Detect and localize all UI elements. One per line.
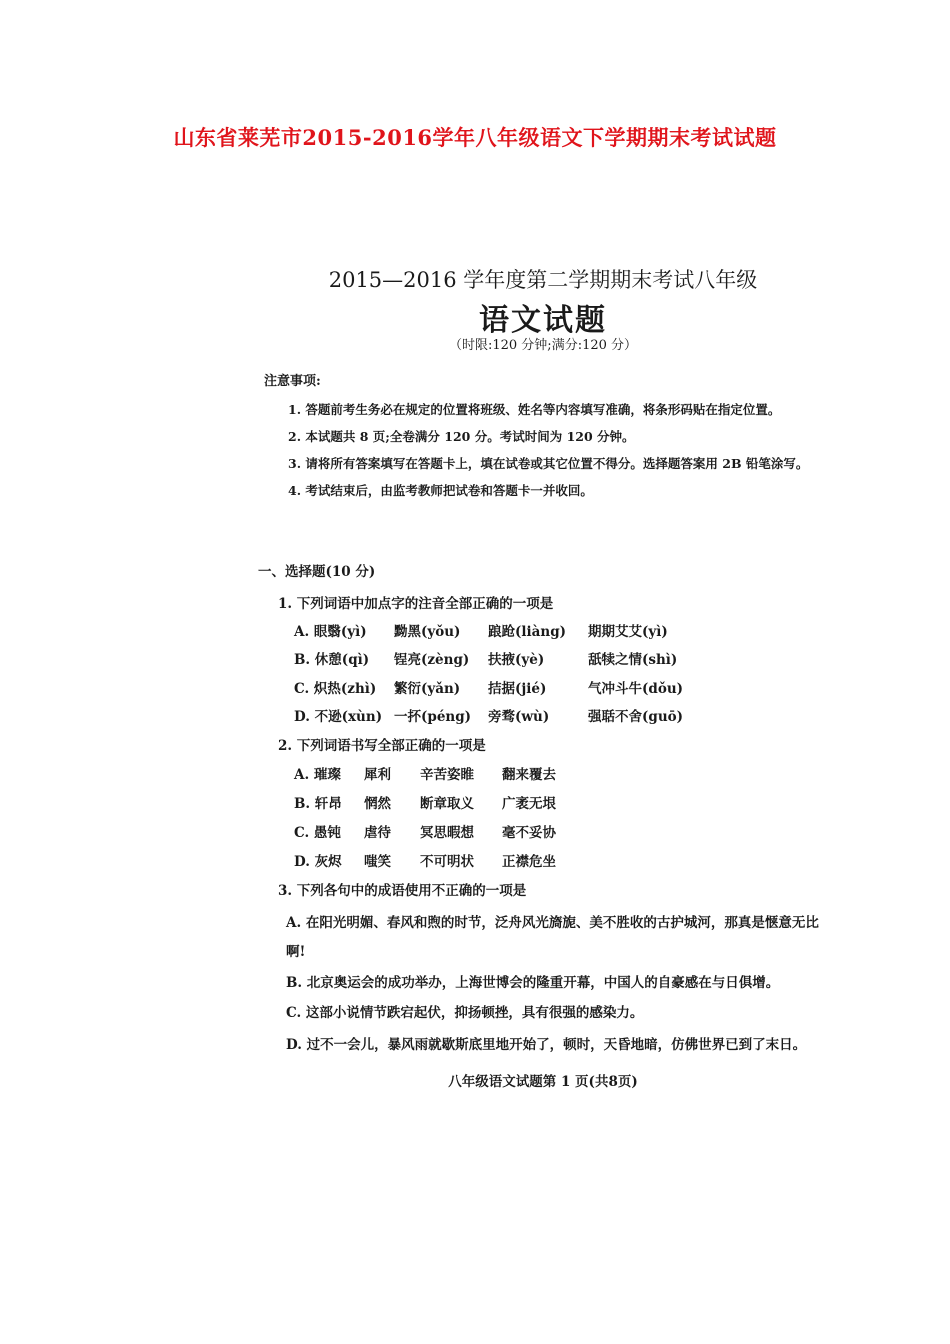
option-cell: 犀利 [364,767,391,783]
notice-item: 1. 答题前考生务必在规定的位置将班级、姓名等内容填写准确，将条形码贴在指定位置。 [288,402,781,417]
option-cell: 黝黑(yǒu) [394,624,461,640]
exam-heading: 2015—2016 学年度第二学期期末考试八年级 [328,268,758,292]
notice-item: 4. 考试结束后，由监考教师把试卷和答题卡一并收回。 [288,483,593,498]
notice-item: 2. 本试题共 8 页;全卷满分 120 分。考试时间为 120 分钟。 [288,429,635,444]
option-cell: 拮据(jié) [488,681,547,697]
option-cell: 毫不妥协 [502,825,556,841]
notice-item: 3. 请将所有答案填写在答题卡上，填在试卷或其它位置不得分。选择题答案用 2B 铅笔涂写。 [288,456,809,471]
notice-title: 注意事项: [264,374,321,389]
page-footer: 八年级语文试题第 1 页(共8页) [448,1074,638,1090]
option-cell: D. 不逊(xùn) [294,709,383,725]
exam-subject: 语文试题 [479,303,607,338]
option-cell: 旁骛(wù) [488,709,550,725]
option-cell: 断章取义 [420,796,474,812]
option-cell: B. 轩昂 [294,796,342,812]
option-cell: 舐犊之情(shì) [588,652,678,668]
option-cell: 繁衍(yǎn) [394,681,461,697]
option-cell: D. 灰烬 [294,854,342,870]
option-cell: 强聒不舍(guō) [588,709,684,725]
exam-meta: （时限:120 分钟;满分:120 分） [448,338,638,353]
scanned-exam-page [238,250,838,1110]
option-cell: 辛苦姿睢 [420,767,474,783]
option-cell: C. 愚钝 [294,825,341,841]
option-cell: 嗤笑 [364,854,391,870]
option-cell: 正襟危坐 [502,854,556,870]
option-cell: 气冲斗牛(dǒu) [588,681,684,697]
option-cell: 惘然 [364,796,391,812]
option-line: 啊! [286,944,306,960]
option-cell: A. 眼翳(yì) [294,624,367,640]
option-line: C. 这部小说情节跌宕起伏，抑扬顿挫，具有很强的感染力。 [286,1005,644,1021]
option-line: A. 在阳光明媚、春风和煦的时节，泛舟风光旖旎、美不胜收的古护城河，那真是惬意无比 [286,915,819,931]
option-cell: C. 炽热(zhì) [294,681,377,697]
section-title: 一、选择题(10 分) [258,564,376,580]
question-stem: 1. 下列词语中加点字的注音全部正确的一项是 [278,596,554,612]
option-line: B. 北京奥运会的成功举办，上海世博会的隆重开幕，中国人的自豪感在与日俱增。 [286,975,780,991]
option-cell: B. 休憩(qì) [294,652,370,668]
option-line: D. 过不一会儿，暴风雨就歇斯底里地开始了，顿时，天昏地暗，仿佛世界已到了末日。 [286,1037,807,1053]
option-cell: A. 璀璨 [294,767,341,783]
option-cell: 翻来覆去 [502,767,556,783]
option-cell: 广袤无垠 [502,796,556,812]
option-cell: 虐待 [364,825,391,841]
option-cell: 不可明状 [420,854,474,870]
option-cell: 锃亮(zèng) [394,652,470,668]
question-stem: 2. 下列词语书写全部正确的一项是 [278,738,486,754]
document-title: 山东省莱芜市2015-2016学年八年级语文下学期期末考试试题 [173,125,777,150]
option-cell: 踉跄(liàng) [488,624,567,640]
question-stem: 3. 下列各句中的成语使用不正确的一项是 [278,883,527,899]
option-cell: 冥思暇想 [420,825,474,841]
option-cell: 扶掖(yè) [488,652,545,668]
option-cell: 一抔(péng) [394,709,472,725]
option-cell: 期期艾艾(yì) [588,624,668,640]
